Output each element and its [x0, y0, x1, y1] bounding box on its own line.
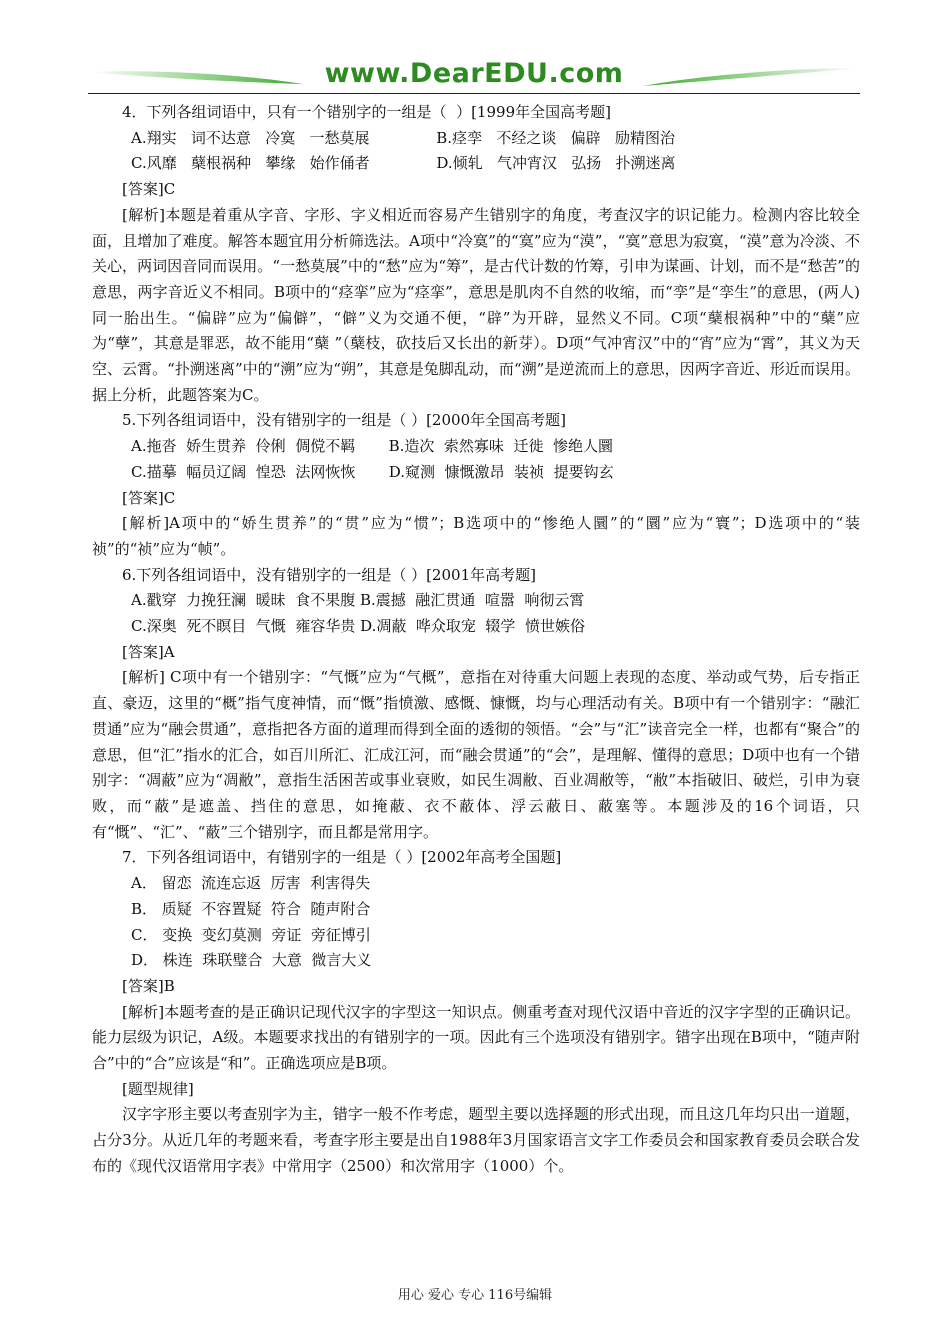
question-5-answer: [答案]C: [122, 488, 176, 507]
document-body: [92, 100, 860, 1180]
question-6-analysis: [解析] C项中有一个错别字：“气慨”应为“气概”，意指在对待重大问题上表现的态度、举动或气势，后专指正直、豪迈，这里的“概”指气度神情，而“慨”指愤激、感慨、慷慨，均与心理活动有关。B项中有一个错别字：“融汇贯通”应为“融会贯通”，意指把各方面的道理而得到全面的透彻的领悟。“会”与“汇”读音完全一样，也都有“聚合”的意思，但“汇”指水的汇合，如百川所汇、汇成江河，而“融会贯通”的“会”，是理解、懂得的意思；D项中也有一个错别字：“凋蔽”应为“凋敝”，意指生活困苦或事业衰败，如民生凋敝、百业凋敝等，“敝”本指破旧、破烂，引申为衰败，而“蔽”是遮盖、挡住的意思，如掩蔽、衣不蔽体、浮云蔽日、蔽塞等。本题涉及的16个词语，只有“慨”、“汇”、“蔽”三个错别字，而且都是常用字。: [92, 668, 860, 841]
page-footer: 用心 爱心 专心 116号编辑: [397, 1288, 553, 1303]
question-7-option-line: A． 留恋 流连忘返 厉害 利害得失: [131, 874, 371, 893]
question-7-stem: 7．下列各组词语中，有错别字的一组是（ ）[2002年高考全国题]: [122, 848, 562, 867]
question-4-analysis: [解析]本题是着重从字音、字形、字义相近而容易产生错别字的角度，考查汉字的识记能力。检测内容比较全面，且增加了难度。解答本题宜用分析筛选法。A项中“冷寞”的“寞”应为“漠”，“寞”意思为寂寞，“漠”意为冷淡、不关心，两词因音同而误用。“一愁莫展”中的“愁”应为“筹”，是古代计数的竹筹，引申为谋画、计划，而不是“愁苦”的意思，两字音近义不相同。B项中的“痉挛”应为“痉挛”，意思是肌肉不自然的收缩，而“孪”是“孪生”的意思，(两人)同一胎出生。“偏辟”应为“偏僻”，“僻”义为交通不便，“辟”为开辟，显然义不同。C项“蘖根祸种”中的“蘖”应为“孽”，其意是罪恶，故不能用“蘖 ”（蘖枝，砍技后又长出的新芽）。D项“气冲宵汉”中的“宵”应为“霄”，其义为天空、云霄。“扑溯迷离”中的“溯”应为“朔”，其意是兔脚乱动，而“溯”是逆流而上的意思，因两字音近、形近而误用。据上分析，此题答案为C。: [92, 205, 860, 404]
question-4-answer: [答案]C: [122, 180, 176, 199]
question-5-option-line: C.描摹 幅员辽阔 惶恐 法网恢恢 D.窥测 慷慨激昂 装祯 提要钩玄: [131, 462, 614, 481]
question-7-option-line: D． 株连 珠联璧合 大意 微言大义: [131, 951, 372, 970]
question-6-stem: 6.下列各组词语中，没有错别字的一组是（ ）[2001年高考题]: [122, 565, 536, 584]
question-7-option-line: C． 变换 变幻莫测 旁证 旁征博引: [131, 925, 371, 944]
question-5-stem: 5.下列各组词语中，没有错别字的一组是（ ）[2000年全国高考题]: [122, 411, 566, 430]
question-6-answer: [答案]A: [122, 642, 175, 661]
question-6-option-line: A.戳穿 力挽狂澜 暖昧 食不果腹 B.震撼 融汇贯通 喧嚣 响彻云霄: [131, 591, 585, 610]
rule-paragraph: 汉字字形主要以考查别字为主，错字一般不作考虑，题型主要以选择题的形式出现，而且这几年均只出一道题，占分3分。从近几年的考题来看，考查字形主要是出自1988年3月国家语言文字工作委员会和国家教育委员会联合发布的《现代汉语常用字表》中常用字（2500）和次常用字（1000）个。: [92, 1105, 860, 1175]
question-7-answer: [答案]B: [122, 976, 175, 995]
site-header: [88, 56, 860, 96]
question-7-option-line: B． 质疑 不容置疑 符合 随声附合: [131, 899, 371, 918]
question-7-analysis: [解析]本题考查的是正确识记现代汉字的字型这一知识点。侧重考查对现代汉语中音近的汉字字型的正确识记。能力层级为识记，A级。本题要求找出的有错别字的一项。因此有三个选项没有错别字。错字出现在B项中，“随声附合”中的“合”应该是“和”。正确选项应是B项。: [92, 1002, 860, 1073]
rule-heading: [题型规律]: [122, 1079, 194, 1098]
question-5-analysis: [解析]A项中的“娇生贯养”的“贯”应为“惯”；B选项中的“惨绝人圜”的“圜”应为“寰”；D选项中的“装祯”的“祯”应为“帧”。: [92, 514, 860, 558]
question-4-option-line: C.风靡 蘖根祸种 攀缘 始作俑者 D.倾轧 气冲宵汉 弘扬 扑溯迷离: [131, 154, 676, 173]
site-logo[interactable]: www.DearEDU.com: [324, 58, 624, 89]
question-5-option-line: A.拖沓 娇生贯养 伶俐 倜傥不羁 B.造次 索然寡味 迁徙 惨绝人圜: [131, 437, 613, 456]
question-4-stem: 4．下列各组词语中，只有一个错别字的一组是（ ）[1999年全国高考题]: [122, 103, 611, 121]
question-6-option-line: C.深奥 死不瞑目 气慨 雍容华贵 D.凋蔽 哗众取宠 辍学 愤世嫉俗: [131, 617, 585, 636]
header-rule: [88, 93, 860, 94]
question-4-option-line: A.翔实 词不达意 冷寞 一愁莫展 B.痉孪 不经之谈 偏辟 励精图治: [131, 128, 675, 147]
